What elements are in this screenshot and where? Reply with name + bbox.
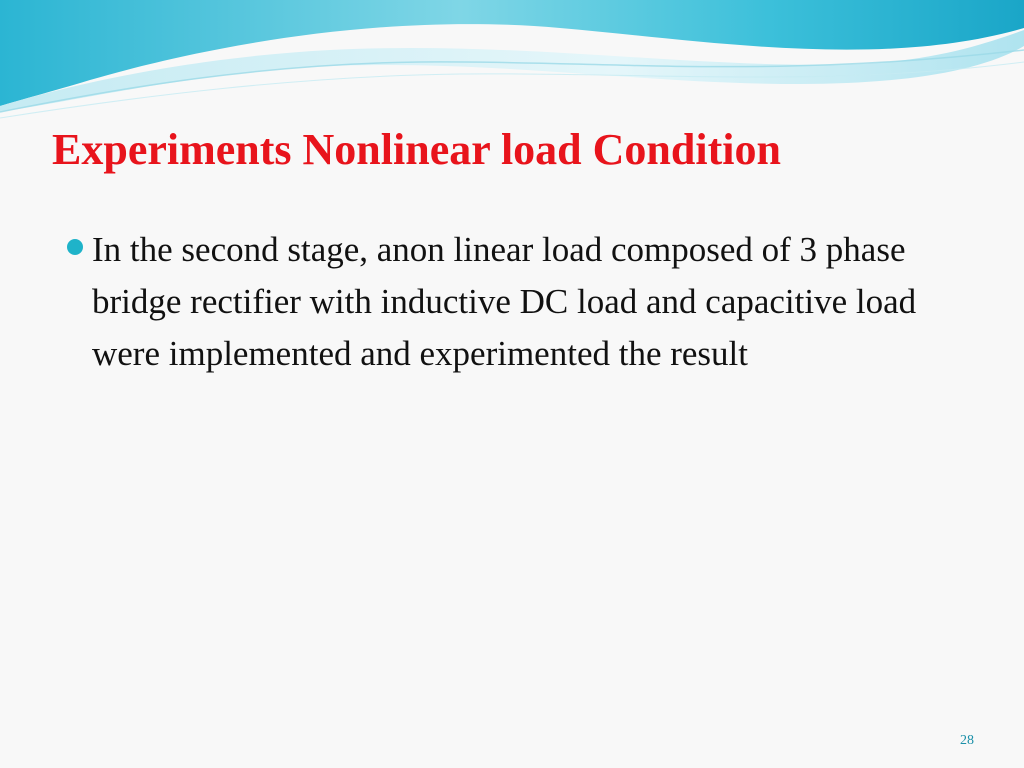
slide-title: Experiments Nonlinear load Condition (52, 125, 781, 174)
bullet-text: In the second stage, anon linear load composed of 3 phase bridge rectifier with inductive DC load and capacitive load were implemented and experimented the result (92, 230, 917, 373)
header-wave-decoration (0, 0, 1024, 130)
page-number: 28 (960, 733, 974, 748)
bullet-dot-icon (67, 239, 83, 255)
bullet-list (62, 224, 962, 380)
bullet-item (62, 224, 962, 380)
